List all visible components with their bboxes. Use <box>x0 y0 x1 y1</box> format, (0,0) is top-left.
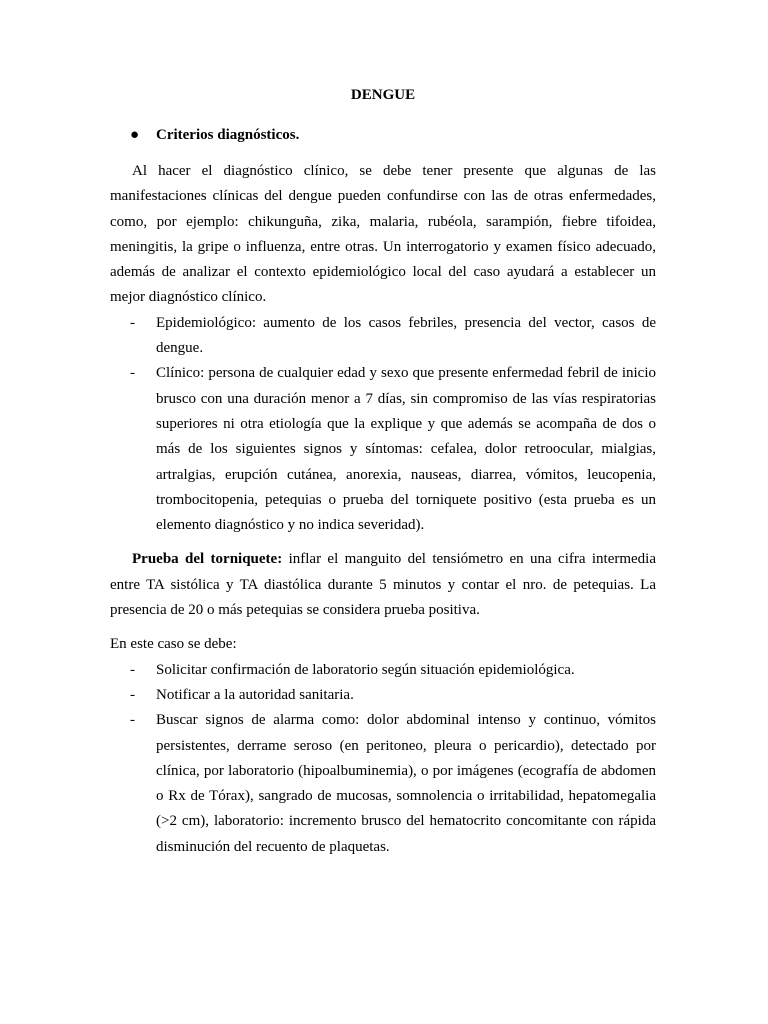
intro-paragraph: Al hacer el diagnóstico clínico, se debe tener presente que algunas de las manifestaciones clínicas del dengue pueden confundirse con las de otras enfermedades, como, por ejemplo: chikunguña, zika, malaria, rubéola, sarampión, fiebre tifoidea, meningitis, la gripe o influenza, entre otras. Un interrogatorio y examen físico adecuado, además de analizar el contexto epidemiológico local del caso ayudará a establecer un mejor diagnóstico clínico. <box>110 163 656 306</box>
action-lab-confirmation: Solicitar confirmación de laboratorio según situación epidemiológica. <box>156 661 575 678</box>
case-intro: En este caso se debe: <box>110 636 237 653</box>
list-item <box>110 361 656 538</box>
dash-marker: - <box>130 712 135 729</box>
actions-list <box>110 658 656 860</box>
action-alarm-signs: Buscar signos de alarma como: dolor abdominal intenso y continuo, vómitos persistentes, derrame seroso (en peritoneo, pleura o pericardio), detectado por clínica, por laboratorio (hipoalbuminemia), o por imágenes (ecografía de abdomen o Rx de Tórax), sangrado de mucosas, somnolencia o irritabilidad, hepatomegalia (>2 cm), laboratorio: incremento brusco del hematocrito concomitante con rápida disminución del recuento de plaquetas. <box>156 712 656 855</box>
list-item <box>110 311 656 362</box>
dash-marker: - <box>130 686 135 703</box>
criteria-clinical: Clínico: persona de cualquier edad y sexo que presente enfermedad febril de inicio brusco con una duración menor a 7 días, sin compromiso de las vías respiratorias superiores ni otra etiología que la explique y que además se acompaña de dos o más de los siguientes signos y síntomas: cefalea, dolor retroocular, mialgias, artralgias, erupción cutánea, anorexia, nauseas, diarrea, vómitos, leucopenia, trombocitopenia, petequias o prueba del torniquete positivo (esta prueba es un elemento diagnóstico y no indica severidad). <box>156 365 656 534</box>
dash-marker: - <box>130 314 135 331</box>
tourniquet-label: Prueba del torniquete: <box>132 551 283 568</box>
list-item <box>110 658 656 683</box>
dash-marker: - <box>130 661 135 678</box>
criteria-list <box>110 311 656 539</box>
document-title: DENGUE <box>350 87 416 103</box>
section-heading <box>110 124 656 146</box>
action-notify-authority: Notificar a la autoridad sanitaria. <box>156 686 354 703</box>
criteria-epidemiologic: Epidemiológico: aumento de los casos febriles, presencia del vector, casos de dengue. <box>156 314 656 357</box>
section-heading-text: Criterios diagnósticos. <box>156 127 300 143</box>
list-item <box>110 708 656 860</box>
list-item <box>110 683 656 708</box>
tourniquet-text: inflar el manguito del tensiómetro en una cifra intermedia entre TA sistólica y TA diastólica durante 5 minutos y contar el nro. de petequias. La presencia de 20 o más petequias se considera prueba positiva. <box>110 551 657 619</box>
tourniquet-paragraph <box>110 547 656 623</box>
dash-marker: - <box>130 365 135 382</box>
bullet-icon: ● <box>130 127 140 143</box>
